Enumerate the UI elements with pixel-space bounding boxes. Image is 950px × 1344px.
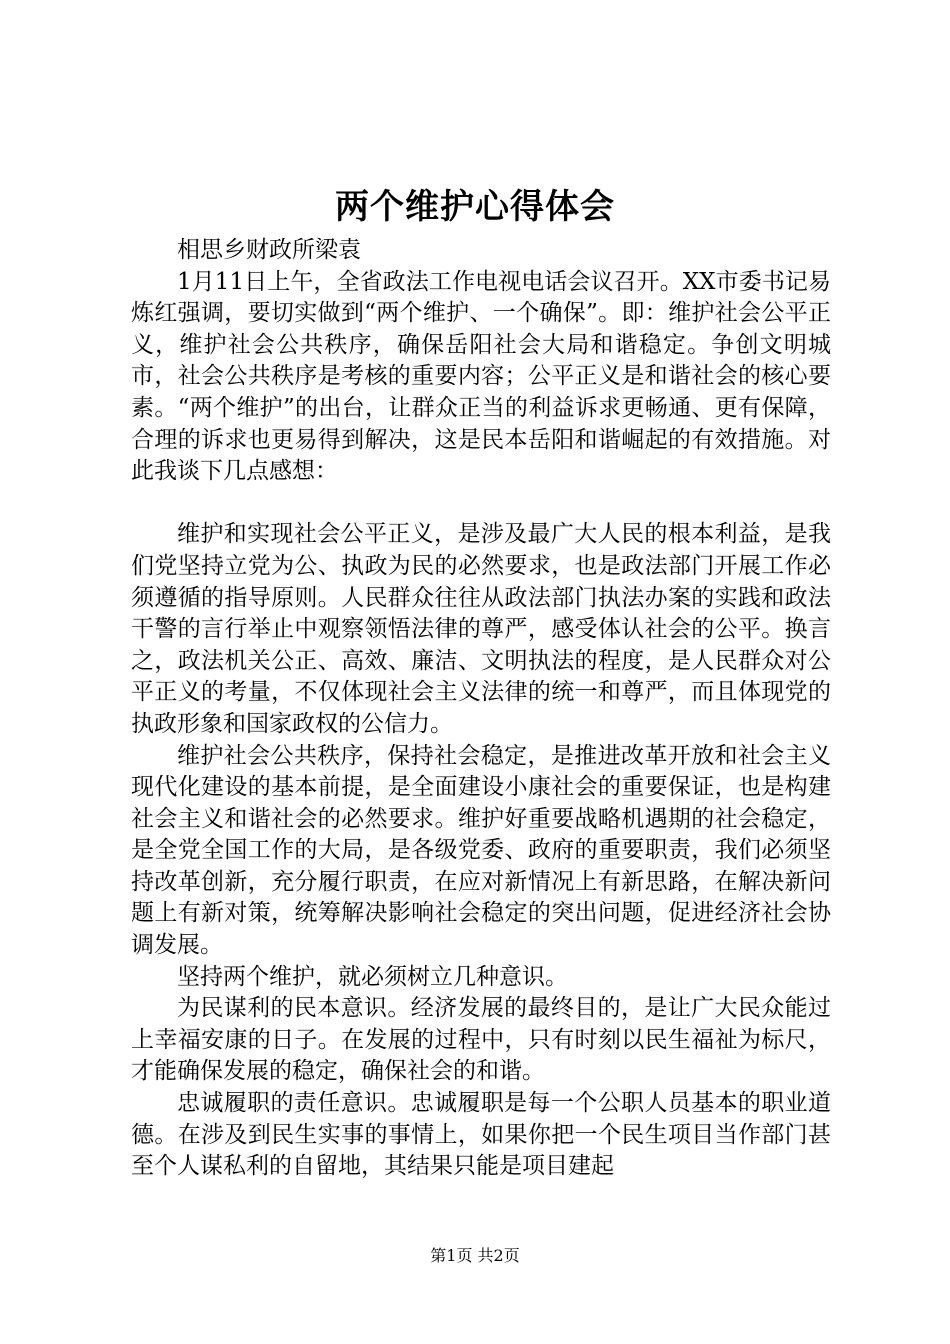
paragraph-3: 维护社会公共秩序，保持社会稳定，是推进改革开放和社会主义现代化建设的基本前提，是全面建设小康社会的重要保证，也是构建社会主义和谐社会的必然要求。维护好重要战略机遇期的社会稳定，是全党全国工作的大局，是各级党委、政府的重要职责，我们必须坚持改革创新，充分履行职责，在应对新情况上有新思路，在解决新问题上有新对策，统筹解决影响社会稳定的突出问题，促进经济社会协调发展。	[131, 742, 831, 959]
page-footer: 第1页 共2页	[430, 1246, 520, 1265]
paragraph-4: 坚持两个维护，就必须树立几种意识。	[177, 963, 568, 990]
document-body	[131, 235, 831, 1183]
paragraph-5: 为民谋利的民本意识。经济发展的最终目的，是让广大民众能过上幸福安康的日子。在发展的过程中，只有时刻以民生福祉为标尺，才能确保发展的稳定，确保社会的和谐。	[131, 995, 831, 1085]
paragraph-spacer	[131, 488, 831, 520]
document-title: 两个维护心得体会	[335, 187, 615, 227]
paragraph-1: 1月11日上午，全省政法工作电视电话会议召开。XX市委书记易炼红强调，要切实做到“两个维护、一个确保”。即：维护社会公平正义，维护社会公共秩序，确保岳阳社会大局和谐稳定。争创文明城市，社会公共秩序是考核的重要内容；公平正义是和谐社会的核心要素。“两个维护”的出台，让群众正当的利益诉求更畅通、更有保障，合理的诉求也更易得到解决，这是民本岳阳和谐崛起的有效措施。对此我谈下几点感想：	[131, 268, 831, 485]
author-line: 相思乡财政所梁袁	[177, 237, 361, 263]
paragraph-6: 忠诚履职的责任意识。忠诚履职是每一个公职人员基本的职业道德。在涉及到民生实事的事情上，如果你把一个民生项目当作部门甚至个人谋私利的自留地，其结果只能是项目建起	[131, 1090, 831, 1180]
paragraph-2: 维护和实现社会公平正义，是涉及最广大人民的根本利益，是我们党坚持立党为公、执政为民的必然要求，也是政法部门开展工作必须遵循的指导原则。人民群众往往从政法部门执法办案的实践和政法干警的言行举止中观察领悟法律的尊严，感受体认社会的公平。换言之，政法机关公正、高效、廉洁、文明执法的程度，是人民群众对公平正义的考量，不仅体现社会主义法律的统一和尊严，而且体现党的执政形象和国家政权的公信力。	[131, 521, 831, 737]
